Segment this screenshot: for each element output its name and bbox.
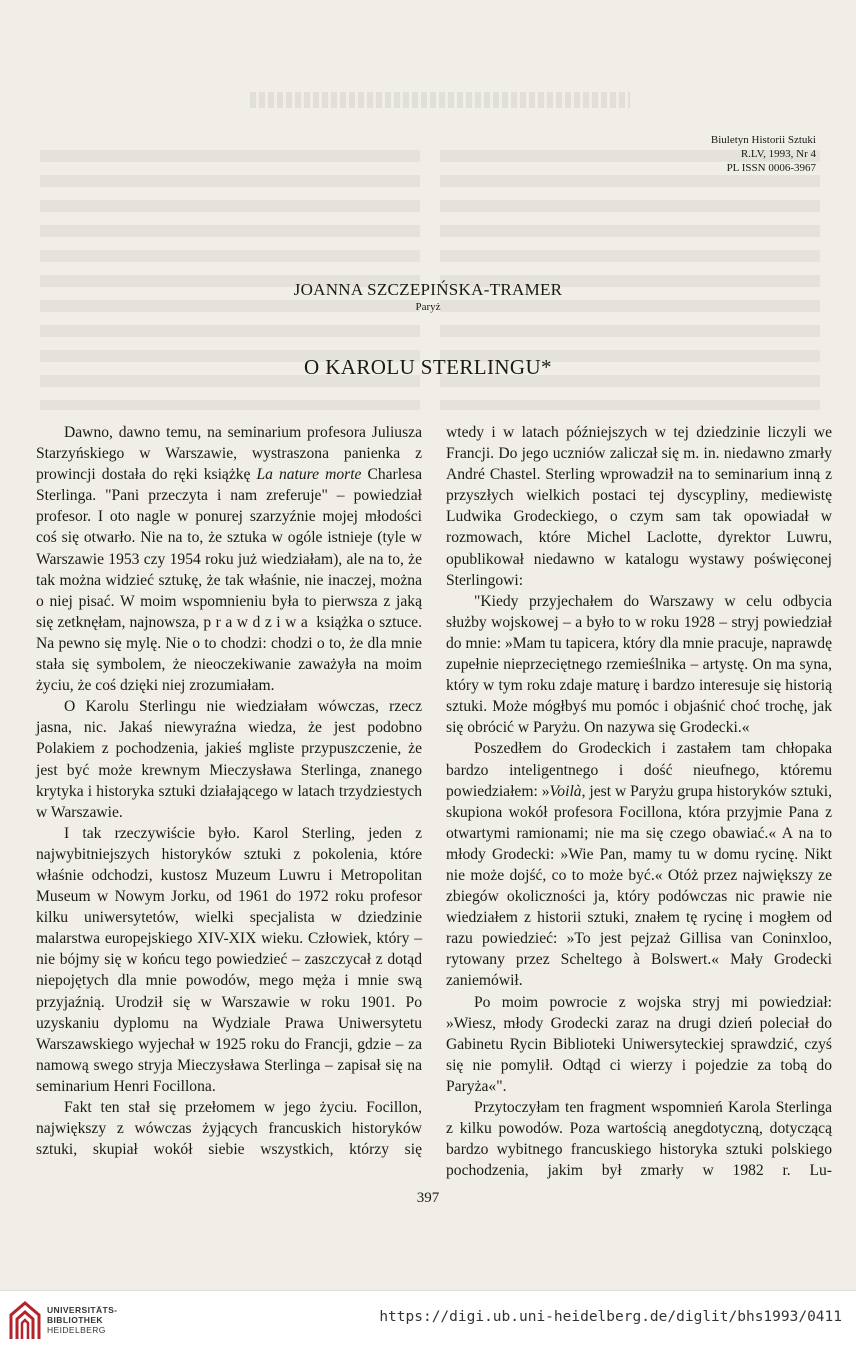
paragraph: "Kiedy przyjechałem do Warszawy w celu odbycia służby wojskowej – a było to w roku 1928 – stryj powiedział do mnie: »Mam tu tapicera, który dla mnie pracuje, naprawdę zupełnie nieprzeciętnego rzemieślnika – artystę. On ma syna, który w tym roku zdaje maturę i bardzo interesuje się historią sztuki. Może mógłbyś mu pomóc i objaśnić choć trochę, jak się obrócić w Paryżu. On nazywa się Grodecki.« (446, 592, 832, 737)
bleed-through-running-head (250, 92, 630, 108)
paragraph: I tak rzeczywiście było. Karol Sterling, jeden z najwybitniejszych historyków sztuki z pokolenia, które właśnie odchodzi, kustosz Muzeum Luwru i Metropolitan Museum w Nowym Jorku, od 1961 do 1972 roku profesor kilku uniwersytetów, wielki specjalista w dziedzinie malarstwa europejskiego XIV-XIX wieku. Człowiek, który – nie bójmy się w końcu tego powiedzieć – zaszczycał z dotąd niepojętych dla mnie powodów, mego męża i mnie swą przyjaźnią. Urodził się w Warszawie w roku 1901. Po uzyskaniu dyplomu na Wydziale Prawa Uniwersytetu Warszawskiego wyjechał w 1925 roku do Francji, gdzie – za namową swego stryja Mieczysława Sterlinga – zapisał się na seminarium Henri Focillona. (36, 824, 422, 1095)
paragraph: Dawno, dawno temu, na seminarium profesora Juliusza Starzyńskiego w Warszawie, wystraszona panienka z prowincji dostała do ręki książkę La nature morte Charlesa Sterlinga. "Pani przeczyta i nam zreferuje" – powiedział profesor. I oto nagle w ponurej szarzyźnie mojej młodości coś się otwarło. Nie na to, że sztuka w ogóle istnieje (tyle w Warszawie 1953 czy 1954 roku już wiedziałam), ale na to, że tak można widzieć sztukę, że tak właśnie, nie inaczej, można o niej pisać. W moim wspomnieniu była to pierwsza z jaką się zetknęłam, najnowsza, prawdziwa książka o sztuce. Na pewno się mylę. Nie o to chodzi: chodzi o to, że dla mnie stała się symbolem, że nieoczekiwanie zaważyła na moim życiu, że coś dzięki niej zrozumiałam. (36, 424, 422, 695)
journal-citation (616, 133, 816, 175)
university-library-logo-icon (8, 1299, 42, 1343)
page-number: 397 (416, 1190, 440, 1206)
permalink-url[interactable]: https://digi.ub.uni-heidelberg.de/diglit/bhs1993/0411 (379, 1309, 842, 1325)
viewer-footer (0, 1290, 856, 1352)
paragraph: O Karolu Sterlingu nie wiedziałam wówczas, rzecz jasna, nic. Jakaś niewyraźna wiedza, że jest podobno Polakiem z pochodzenia, jakieś mgliste przypuszczenie, że jest być może krewnym Mieczysława Sterlinga, znanego krytyka i historyka sztuki działającego w latach trzydziestych w Warszawie. (36, 698, 422, 821)
article-title: O KAROLU STERLINGU* (304, 355, 552, 379)
text-column-left (36, 422, 422, 1160)
paragraph: Przytoczyłam ten fragment wspomnień Karola Sterlinga z kilku powodów. Poza wartością anegdotyczną, dotyczącą bardzo wybitnego francuskiego historyka sztuki polskiego pochodzenia, jakim był zmarły w 1982 r. Lu- (446, 1099, 832, 1180)
text-column-right (446, 422, 832, 1181)
paragraph: wtedy i w latach późniejszych w tej dziedzinie liczyli we Francji. Do jego uczniów zaliczał się m. in. niedawno zmarły André Chastel. Sterling wprowadził na to seminarium inną z przyszłych wielkich postaci tej dyscypliny, mediewistę Ludwika Grodeckiego, o czym sam tak opowiadał w rozmowach, które Michel Laclotte, dyrektor Luwru, opublikował niedawno w katalogu wystawy poświęconej Sterlingowi: (446, 424, 832, 589)
journal-volume: R.LV, 1993, Nr 4 (740, 148, 816, 160)
paragraph: Fakt ten stał się przełomem w jego życiu. Focillon, największy z wówczas żyjących francuskich historyków sztuki, skupiał wokół siebie wszystkich, którzy się (36, 1099, 422, 1159)
library-name: UNIVERSITÄTS- BIBLIOTHEK HEIDELBERG (47, 1305, 118, 1335)
paragraph: Poszedłem do Grodeckich i zastałem tam chłopaka bardzo inteligentnego i dość nieufnego, któremu powiedziałem: »Voilà, jest w Paryżu grupa historyków sztuki, skupiona wokół profesora Focillona, która przyjmie Pana z otwartymi ramionami; nie ma się czego obawiać.« A na to młody Grodecki: »Wie Pan, mamy tu w domu rycinę. Nikt nie może dojść, co to może być.« Otóż przez największy ze zbiegów okoliczności ja, który podówczas nic prawie nie wiedziałem z historii sztuki, znałem tę rycinę i mogłem od razu powiedzieć: »To jest pejzaż Gillisa van Coninxloo, rytowany przez Scheltego à Bolswert.« Mały Grodecki zaniemówił. (446, 740, 832, 990)
journal-name: Biuletyn Historii Sztuki (710, 134, 816, 146)
spaced-emphasis: prawdziwa (203, 613, 313, 631)
foreign-word: Voilà (549, 782, 582, 800)
book-title: La nature morte (256, 466, 362, 484)
journal-issn: PL ISSN 0006-3967 (726, 162, 816, 174)
author-city: Paryż (415, 301, 441, 313)
article-author: JOANNA SZCZEPIŃSKA-TRAMER (293, 280, 563, 299)
paragraph: Po moim powrocie z wojska stryj mi powiedział: »Wiesz, młody Grodecki zaraz na drugi dzień poleciał do Gabinetu Rycin Biblioteki Uniwersyteckiej sprawdzić, czyś się nie pomylił. Odtąd ci wierzy i pojedzie za tobą do Paryża«". (446, 993, 832, 1095)
